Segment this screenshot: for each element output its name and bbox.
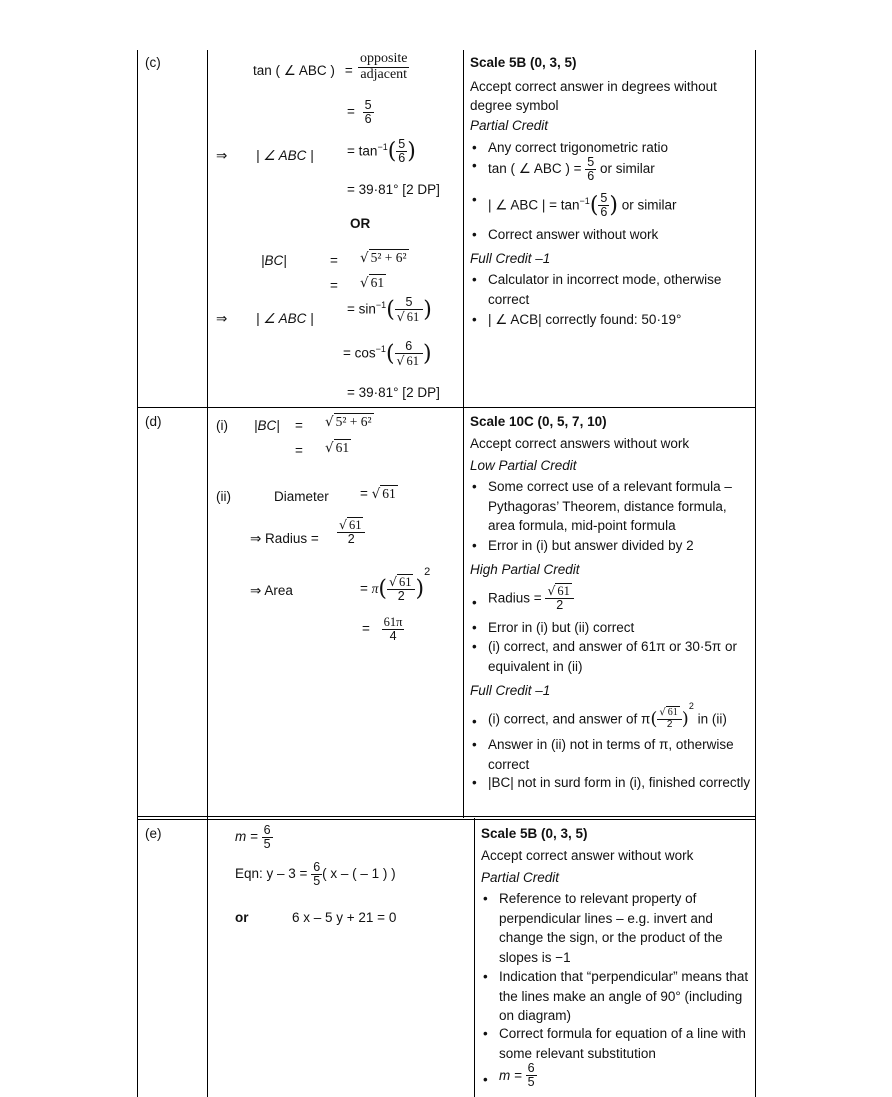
- eq-d-1: =: [295, 418, 303, 433]
- bullet-d-f3: • |BC| not in surd form in (i), finished correctly: [472, 775, 751, 790]
- result-39-81-second: = 39·81° [2 DP]: [347, 385, 440, 400]
- sub-i: (i): [216, 418, 228, 433]
- part-d-label: (d): [145, 414, 162, 429]
- alt-equation: 6 x – 5 y + 21 = 0: [292, 910, 397, 925]
- part-c-label: (c): [145, 55, 161, 70]
- sqrt-sum-c: √ 5² + 6²: [360, 250, 407, 266]
- diameter-value: = √ 61: [360, 486, 396, 502]
- scale-e: Scale 5B (0, 3, 5): [481, 826, 588, 841]
- full-credit-d: Full Credit –1: [470, 683, 551, 698]
- eq-five-sixths: = $\frac{5}{6}$: [347, 98, 372, 127]
- area-label: ⇒ Area: [250, 583, 293, 598]
- bullet-c-f2: • | ∠ ACB| correctly found: 50·19°: [472, 312, 682, 327]
- row-divider-de-1: [137, 816, 756, 817]
- bullet-d-h2: • Error in (i) but (ii) correct: [472, 620, 635, 635]
- bullet-d-l2: • Error in (i) but answer divided by 2: [472, 538, 694, 553]
- tan-abc-lhs: tan ( ∠ ABC ) =: [253, 63, 353, 78]
- implies-arrow-1: ⇒: [216, 148, 228, 163]
- row-divider-de-2: [137, 819, 756, 820]
- accept-d: Accept correct answers without work: [470, 436, 690, 451]
- bullet-c-4: • Correct answer without work: [472, 227, 659, 242]
- table-divider-mid-cd: [463, 50, 464, 818]
- table-border-left: [137, 50, 138, 1097]
- eq-d-2: =: [295, 443, 303, 458]
- part-e-label: (e): [145, 826, 162, 841]
- table-border-right: [755, 50, 756, 1097]
- eq-c-bc: =: [330, 253, 338, 268]
- row-divider-cd: [137, 407, 756, 408]
- bullet-c-1: • Any correct trigonometric ratio: [472, 140, 669, 155]
- high-partial-credit: High Partial Credit: [470, 562, 580, 577]
- implies-arrow-2: ⇒: [216, 311, 228, 326]
- bullet-d-h1: • Radius = $\frac{√ 61}{2}$: [488, 584, 753, 612]
- slope-m: m = $\frac{6}{5}$: [235, 823, 271, 852]
- table-divider-mid-e: [474, 818, 475, 1097]
- bullet-c-f1: • Calculator in incorrect mode, otherwise correct: [472, 272, 722, 307]
- bc-abs-c: |BC|: [261, 253, 287, 268]
- low-partial-credit: Low Partial Credit: [470, 458, 577, 473]
- bullet-e-2: • Indication that “perpendicular” means that the lines make an angle of 90° (including on diagram): [483, 969, 749, 1024]
- bullet-c-2: • tan ( ∠ ABC ) = $\frac{5}{6}$ or similar: [472, 155, 655, 184]
- sqrt-61-d: √ 61: [325, 440, 350, 456]
- scale-c: Scale 5B (0, 3, 5): [470, 55, 577, 70]
- sqrt-sum-d: √ 5² + 6²: [325, 414, 372, 430]
- bullet-d-f1: • (i) correct, and answer of π( $\frac{√ 61}{2}$ )$^2$ in (ii): [472, 701, 727, 730]
- sin-inverse-expr: = $\sin^{-1}$( $\frac{5}{√ 61}$ ): [347, 295, 432, 325]
- line-equation: Eqn: y – 3 = $\frac{6}{5}$ ( x – ( – 1 ) ): [235, 860, 396, 889]
- opp-adj-fraction: $\frac{\text{opposite}}{\text{adjacent}}$: [360, 51, 408, 82]
- partial-credit-c: Partial Credit: [470, 118, 549, 133]
- scale-d: Scale 10C (0, 5, 7, 10): [470, 414, 607, 429]
- partial-credit-e: Partial Credit: [481, 870, 560, 885]
- abs-angle-abc-2: | ∠ ABC |: [256, 311, 314, 326]
- bullet-c-3: • | ∠ ABC | = $\tan^{-1}$( $\frac{5}{6}$ ) or similar: [472, 191, 677, 220]
- accept-e: Accept correct answer without work: [481, 848, 694, 863]
- area-result: = $\frac{61\pi}{4}$: [362, 615, 403, 644]
- result-39-81-first: = 39·81° [2 DP]: [347, 182, 440, 197]
- sub-ii: (ii): [216, 489, 231, 504]
- radius-fraction: $\frac{√ 61}{2}$: [337, 518, 365, 546]
- bc-abs-d: |BC|: [254, 418, 280, 433]
- bullet-d-h3: • (i) correct, and answer of 61π or 30·5π or equivalent in (ii): [472, 639, 737, 674]
- tan-inverse-expr: = $\tan^{-1}$( $\frac{5}{6}$ ): [347, 137, 416, 166]
- area-expr: = π( $\frac{√ 61}{2}$ )$^2$: [360, 566, 431, 604]
- cos-inverse-expr: = $\cos^{-1}$( $\frac{6}{√ 61}$ ): [343, 339, 432, 369]
- full-credit-c: Full Credit –1: [470, 251, 551, 266]
- bullet-e-4: • m = $\frac{6}{5}$: [483, 1061, 535, 1090]
- radius-label: ⇒ Radius =: [250, 531, 319, 546]
- abs-angle-abc-1: | ∠ ABC |: [256, 148, 314, 163]
- diameter-label: Diameter: [274, 489, 329, 504]
- bullet-d-f2: • Answer in (ii) not in terms of π, otherwise correct: [472, 737, 734, 772]
- bullet-e-3: • Correct formula for equation of a line with some relevant substitution: [483, 1026, 746, 1061]
- eq-c-61: =: [330, 278, 338, 293]
- bullet-d-l1: • Some correct use of a relevant formula – Pythagoras’ Theorem, distance formula, area formula, mid-point formula: [472, 479, 732, 534]
- sqrt-61-c: √ 61: [360, 275, 385, 291]
- or-label-e: or: [235, 910, 249, 925]
- table-divider-label: [207, 50, 208, 1097]
- accept-c: Accept correct answer in degrees without degree symbol: [470, 79, 717, 114]
- bullet-e-1: • Reference to relevant property of perpendicular lines – e.g. invert and change the sign, or the product of the slopes is −1: [483, 891, 723, 965]
- or-label-c: OR: [350, 216, 371, 231]
